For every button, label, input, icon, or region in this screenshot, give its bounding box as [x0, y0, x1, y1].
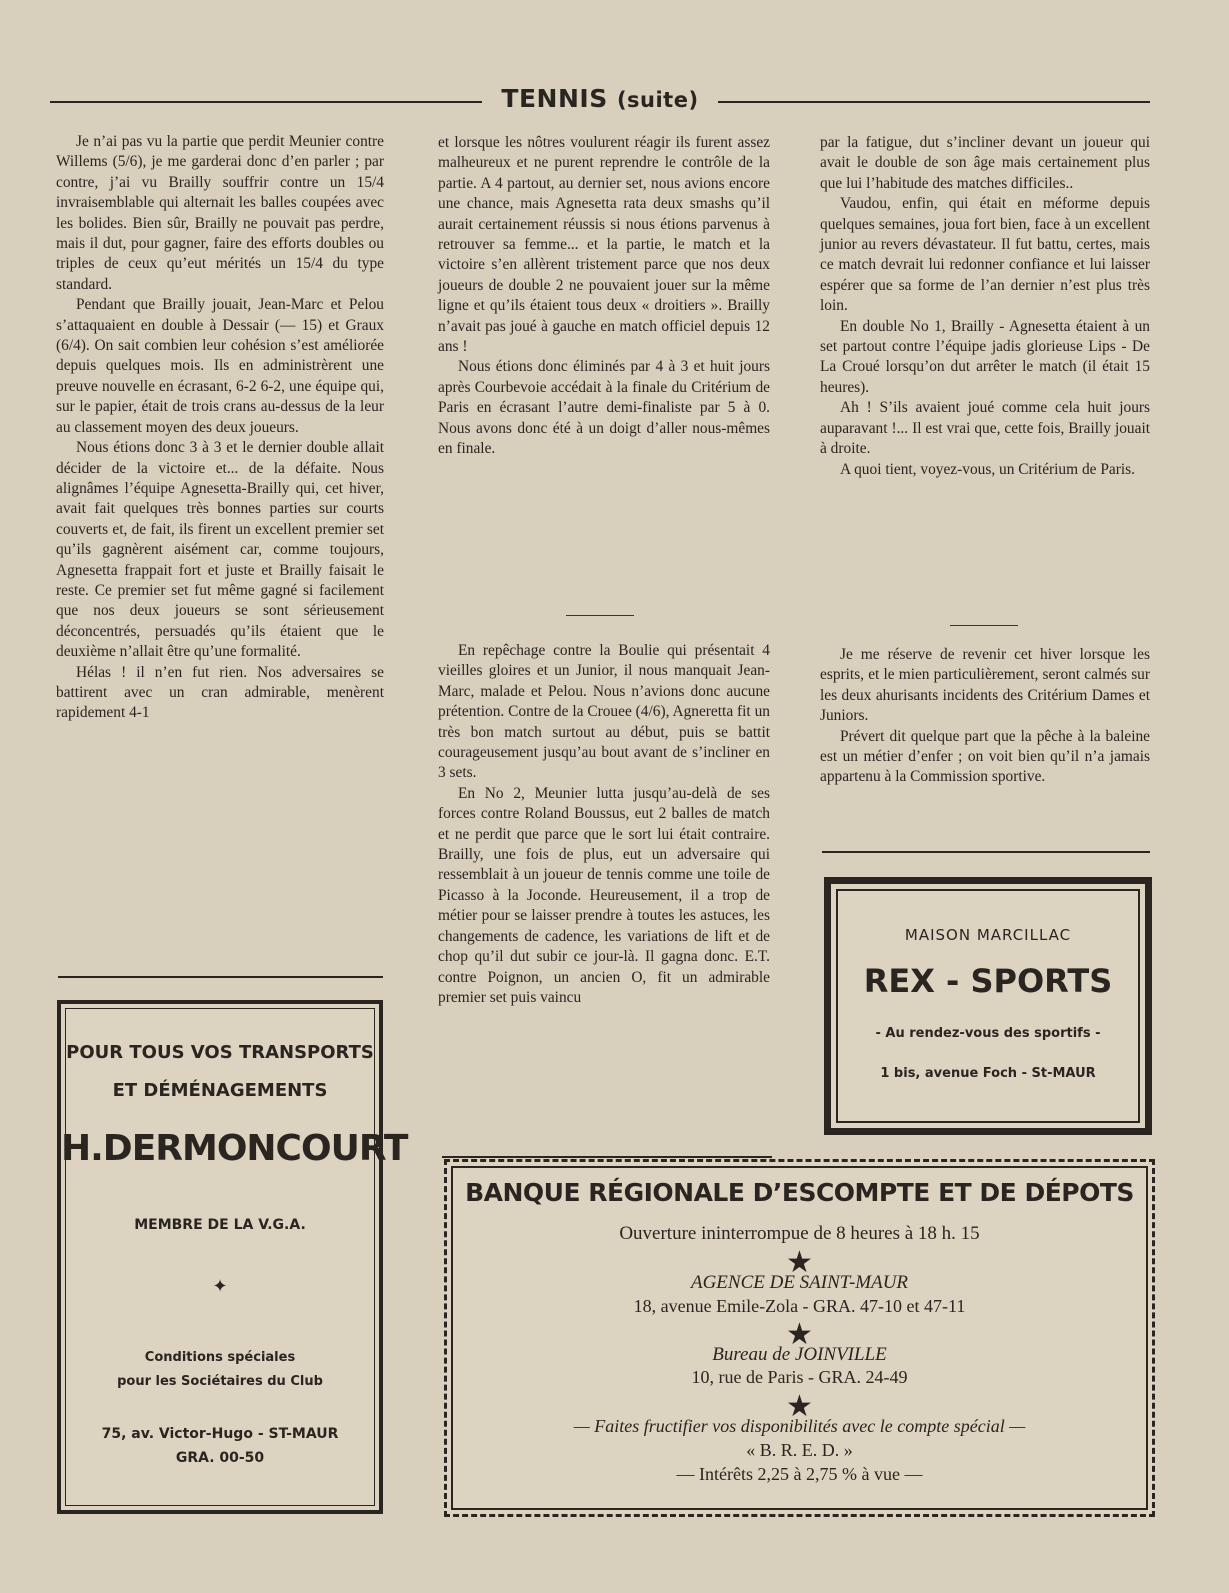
ad-rex-sports [824, 877, 1152, 1135]
ad-tagline: - Au rendez-vous des sportifs - [875, 1026, 1101, 1041]
paragraph: En No 2, Meunier lutta jusqu’au-delà de ses forces contre Roland Boussus, eut 2 balles de match et ne perdit que parce que le sort lui était contraire. Brailly, une fois de plus, eut un adversaire qui ressemblait à un joueur de tennis comme une toile de Picasso à la Joconde. Heureusement, il a trop de métier pour se laisser prendre à toutes les astuces, les changements de cadence, les variations de lift et de chop qu’il dut subir ce jour-là. Il gagna donc. E.T. contre Poignon, un ancien O, fit un admirable premier set puis vaincu [438, 784, 770, 1006]
paragraph: En double No 1, Brailly - Agnesetta étaient à un set partout contre l’équipe jadis glorieuse Lips - De La Croué lorsqu’on dut arrêter le match (il était 15 heures). [820, 317, 1150, 396]
ad-membership: MEMBRE DE LA V.G.A. [134, 1217, 306, 1233]
paragraph: et lorsque les nôtres voulurent réagir ils furent assez malheureux et ne purent reprendre le contrôle de la partie. A 4 partout, au dernier set, nous avions encore une chance, mais Agnesetta rata deux smashs qu’il aurait certainement réussis si nous étions parvenus à retrouver sa femme... et la partie, le match et la victoire s’en allèrent tristement parce que nos deux joueurs de double 2 ne pouvaient jouer sur la même ligne et qu’ils étaient tous deux « droitiers ». Brailly n’avait pas joué à gauche en match officiel depuis 12 ans ! [438, 134, 770, 356]
ad-line: ET DÉMÉNAGEMENTS [112, 1080, 328, 1101]
star-icon: ★ [786, 1317, 813, 1352]
ad-phone: GRA. 00-50 [175, 1450, 265, 1466]
ad-promo: — Intérêts 2,25 à 2,75 % à vue — [676, 1464, 923, 1484]
ad-dermoncourt [57, 1000, 408, 1514]
paragraph: En repêchage contre la Boulie qui présentait 4 vieilles gloires et un Junior, il nous manquait Jean-Marc, malade et Pelou. Nous n’avions donc aucune prétention. Contre de la Crouee (4/6), Agneretta fit un très bon match surtout au début, puis se battit courageusement jusqu’au bout avant de s’incliner en 3 sets. [438, 642, 770, 782]
ad-agence-address: 18, avenue Emile-Zola - GRA. 47-10 et 47-11 [633, 1296, 966, 1316]
ad-conditions: Conditions spéciales [144, 1350, 296, 1365]
star-icon: ★ [786, 1245, 813, 1280]
article-column-3 [820, 133, 1150, 480]
ad-address: 1 bis, avenue Foch - St-MAUR [880, 1066, 1096, 1081]
ad-banque [444, 1159, 1155, 1517]
paragraph: par la fatigue, dut s’incliner devant un joueur qui avait le double de son âge mais certainement plus que lui l’habitude des matches difficiles.. [820, 134, 1150, 192]
paragraph: Nous étions donc 3 à 3 et le dernier double allait décider de la victoire et... de la défaite. Nous alignâmes l’équipe Agnesetta-Brailly qui, cet hiver, avait fait quelques très bonnes parties sur courts couverts et, de fait, ils firent un excellent premier set qu’ils gagnèrent aisément car, comme toujours, Agnesetta frappait fort et juste et Brailly faisait le reste. Ce premier set fut même gagné si facilement que nos deux joueurs se sont sérieusement déconcentrés, persuadés qu’ils étaient que le deuxième n’allait être qu’une formalité. [56, 439, 384, 661]
column-rule [822, 851, 1150, 853]
column-rule [442, 1156, 772, 1158]
ad-company-name: H.DERMONCOURT [61, 1128, 408, 1169]
article-column-3-continued [820, 645, 1150, 788]
star-icon: ★ [786, 1389, 813, 1424]
ad-hours: Ouverture ininterrompue de 8 heures à 18 h. 15 [619, 1223, 980, 1244]
ad-bureau-address: 10, rue de Paris - GRA. 24-49 [691, 1367, 908, 1387]
article-column-2 [438, 133, 770, 460]
header-rule-right [718, 101, 1150, 103]
paragraph: A quoi tient, voyez-vous, un Critérium de Paris. [840, 460, 1135, 478]
ad-promo: — Faites fructifier vos disponibilités avec le compte spécial — [573, 1416, 1026, 1436]
ad-house: MAISON MARCILLAC [904, 926, 1072, 944]
ad-company-name: REX - SPORTS [863, 962, 1113, 1000]
section-header [50, 84, 1150, 120]
ad-line: POUR TOUS VOS TRANSPORTS [66, 1042, 374, 1063]
ad-bureau: Bureau de JOINVILLE [712, 1344, 887, 1365]
paragraph: Je n’ai pas vu la partie que perdit Meunier contre Willems (5/6), je me garderai donc d’en parler ; par contre, j’ai vu Brailly souffrir contre un 15/4 invraisemblable qui alternait les balles coupées avec les bolides. Bien sûr, Brailly ne pouvait pas perdre, mais il dut, pour gagner, faire des efforts doubles ou triples de ceux qu’eut mérités un 15/4 du type standard. [56, 133, 384, 293]
paragraph: Pendant que Brailly jouait, Jean-Marc et Pelou s’attaquaient en double à Dessair (— 15) et Graux (6/4). On sait combien leur cohésion s’est améliorée depuis quelques mois. Ils en administrèrent une preuve nouvelle en écrasant, 6-2 6-2, une équipe qui, sur le papier, était de trois crans au-dessus de la leur au classement moyen des deux joueurs. [56, 296, 384, 436]
paragraph: Prévert dit quelque part que la pêche à la baleine est un métier d’enfer ; on voit bien qu’il n’a jamais appartenu à la Commission sportive. [820, 727, 1150, 786]
paragraph: Hélas ! il n’en fut rien. Nos adversaires se battirent avec un cran admirable, menèrent rapidement 4-1 [56, 663, 384, 722]
section-separator [950, 625, 1018, 626]
ornament-icon: ✦ [212, 1276, 228, 1297]
ad-address: 75, av. Victor-Hugo - ST-MAUR [101, 1426, 339, 1442]
article-column-2-continued [438, 641, 770, 1008]
paragraph: Je me réserve de revenir cet hiver lorsque les esprits, et le mien particulièrement, seront calmés sur les deux ahurisants incidents des Critérium Dames et Juniors. [820, 646, 1150, 725]
section-title: TENNIS (suite) [501, 84, 699, 113]
section-separator [566, 615, 634, 616]
column-rule [58, 976, 383, 978]
ad-conditions: pour les Sociétaires du Club [117, 1374, 323, 1389]
header-rule-left [50, 101, 482, 103]
paragraph: Ah ! S’ils avaient joué comme cela huit jours auparavant !... Il est vrai que, cette fois, Brailly jouait à droite. [820, 399, 1150, 458]
paragraph: Vaudou, enfin, qui était en méforme depuis quelques semaines, joua fort bien, face à un excellent junior au revers dévastateur. Il fut battu, certes, mais ce match devrait lui redonner confiance et lui laisser espérer que sa forme de l’an dernier n’est plus très loin. [820, 195, 1150, 315]
ad-promo: « B. R. E. D. » [746, 1440, 853, 1460]
paragraph: Nous étions donc éliminés par 4 à 3 et huit jours après Courbevoie accédait à la finale du Critérium de Paris en écrasant l’autre demi-finaliste par 5 à 0. Nous avons donc été à un doigt d’aller nous-mêmes en finale. [438, 358, 770, 458]
ad-bank-name: BANQUE RÉGIONALE D’ESCOMPTE ET DE DÉPOTS [465, 1178, 1134, 1207]
ad-agence: AGENCE DE SAINT-MAUR [690, 1272, 909, 1293]
article-column-1 [56, 132, 384, 724]
